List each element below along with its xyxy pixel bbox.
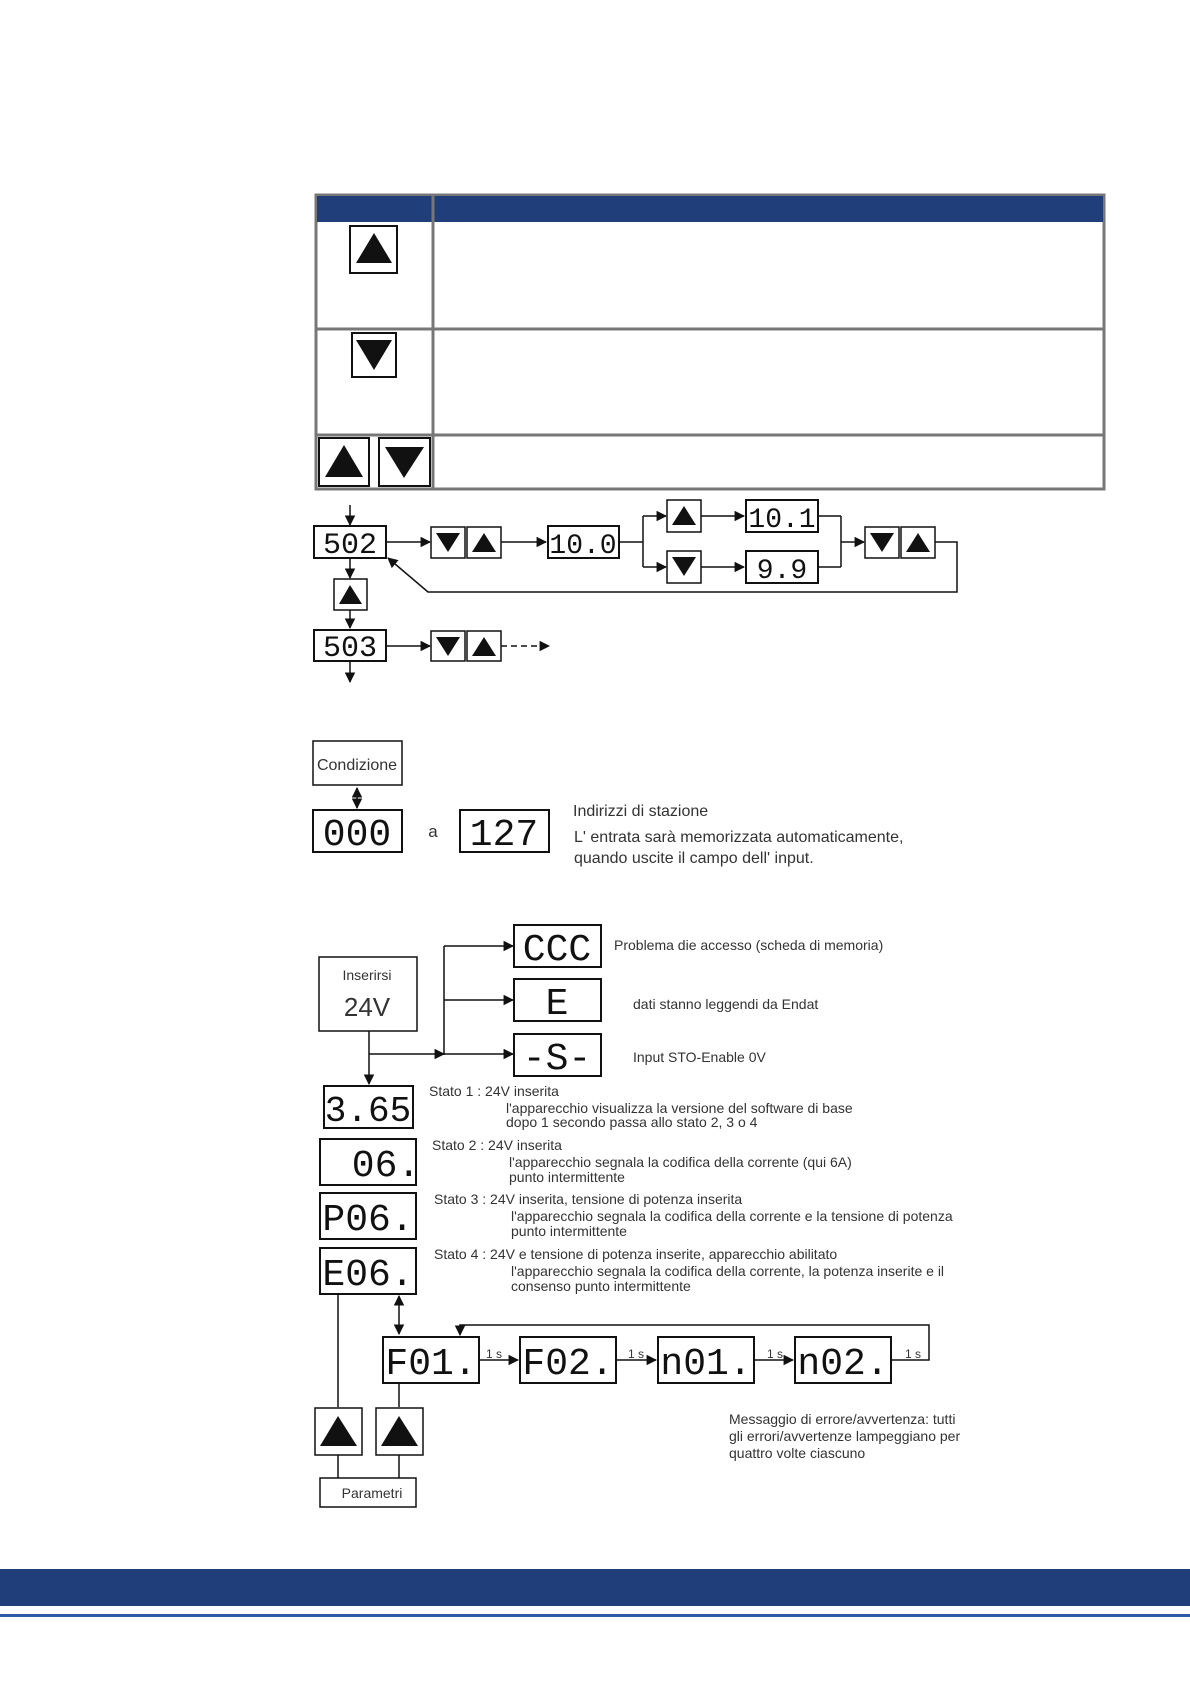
up-arrow-icon <box>334 579 367 610</box>
power-on-box-line1: Inserirsi <box>342 967 392 983</box>
state-1-line1: l'apparecchio visualizza la versione del software di base <box>506 1100 853 1116</box>
display-error-2-text: F02. <box>522 1343 614 1386</box>
alert-sto-text: Input STO-Enable 0V <box>633 1049 766 1065</box>
display-param-b-text: 503 <box>322 632 378 666</box>
parameters-box-label: Parametri <box>341 1485 403 1501</box>
error-1-delay: 1 s <box>486 1347 503 1361</box>
up-arrow-icon <box>376 1408 423 1455</box>
display-warning-2-text: n02. <box>797 1343 889 1386</box>
down-arrow-icon <box>431 631 465 661</box>
up-arrow-icon <box>667 500 701 532</box>
down-arrow-icon <box>865 527 899 558</box>
display-alert-endat-text: E <box>545 983 569 1026</box>
up-arrow-icon <box>350 226 397 273</box>
power-on-diagram <box>315 925 960 1507</box>
state-4-line1: l'apparecchio segnala la codifica della corrente, la potenza inserite e il <box>511 1263 945 1279</box>
key-table <box>316 195 1104 489</box>
display-state-2-text: 06. <box>351 1145 421 1188</box>
power-on-box-line2: 24V <box>343 992 391 1022</box>
display-error-1-text: F01. <box>385 1343 477 1386</box>
display-value-start-text: 10.0 <box>549 531 617 562</box>
state-1-title: Stato 1 : 24V inserita <box>429 1083 559 1099</box>
station-desc-line3: quando uscite il campo dell' input. <box>574 850 814 867</box>
down-arrow-icon <box>379 438 430 486</box>
up-arrow-icon <box>319 438 369 486</box>
error-note-line2: gli errori/avvertenze lampeggiano per <box>729 1428 961 1444</box>
display-range-from-text: 000 <box>322 814 392 857</box>
footer-band <box>0 1569 1190 1606</box>
state-4-line2: consenso punto intermittente <box>511 1278 691 1294</box>
display-warning-1-text: n01. <box>660 1343 752 1386</box>
state-3-title: Stato 3 : 24V inserita, tensione di potenza inserita <box>434 1191 743 1207</box>
display-alert-memory-text: CCC <box>522 929 592 972</box>
alert-memory-text: Problema die accesso (scheda di memoria) <box>614 937 884 953</box>
display-value-down-text: 9.9 <box>756 556 808 587</box>
up-arrow-icon <box>901 527 935 558</box>
station-address-diagram <box>313 741 903 867</box>
station-desc-title: Indirizzi di stazione <box>573 803 709 820</box>
display-alert-sto-text: -S- <box>522 1038 592 1081</box>
state-2-title: Stato 2 : 24V inserita <box>432 1137 562 1153</box>
parameter-flow-diagram <box>314 500 957 682</box>
state-2-line1: l'apparecchio segnala la codifica della corrente (qui 6A) <box>509 1154 852 1170</box>
warning-1-delay: 1 s <box>767 1347 784 1361</box>
condition-box-label: Condizione <box>316 757 398 774</box>
state-1-line2: dopo 1 secondo passa allo stato 2, 3 o 4 <box>506 1114 758 1130</box>
error-2-delay: 1 s <box>628 1347 645 1361</box>
state-3-line1: l'apparecchio segnala la codifica della corrente e la tensione di potenza <box>511 1208 953 1224</box>
down-arrow-icon <box>667 551 701 583</box>
error-note-line3: quattro volte ciascuno <box>729 1445 866 1461</box>
state-4-title: Stato 4 : 24V e tensione di potenza inserite, apparecchio abilitato <box>434 1246 838 1262</box>
error-note-line1: Messaggio di errore/avvertenza: tutti <box>729 1411 956 1427</box>
down-arrow-icon <box>352 333 396 377</box>
state-2-line2: punto intermittente <box>509 1169 625 1185</box>
warning-2-delay: 1 s <box>905 1347 922 1361</box>
down-arrow-icon <box>431 527 465 558</box>
station-desc-line2: L' entrata sarà memorizzata automaticamente, <box>574 829 904 846</box>
alert-endat-text: dati stanno leggendi da Endat <box>633 996 819 1012</box>
display-state-1-text: 3.65 <box>324 1091 412 1132</box>
display-param-a-text: 502 <box>322 529 378 563</box>
up-arrow-icon <box>467 631 501 661</box>
footer-rule <box>0 1614 1190 1617</box>
key-table-header <box>317 196 1103 222</box>
display-state-4-text: E06. <box>322 1254 414 1297</box>
up-arrow-icon <box>315 1408 362 1455</box>
up-arrow-icon <box>467 527 501 558</box>
display-state-3-text: P06. <box>322 1199 414 1242</box>
state-3-line2: punto intermittente <box>511 1223 627 1239</box>
display-value-up-text: 10.1 <box>748 505 816 536</box>
display-range-to-text: 127 <box>469 814 539 857</box>
range-separator: a <box>428 822 438 841</box>
